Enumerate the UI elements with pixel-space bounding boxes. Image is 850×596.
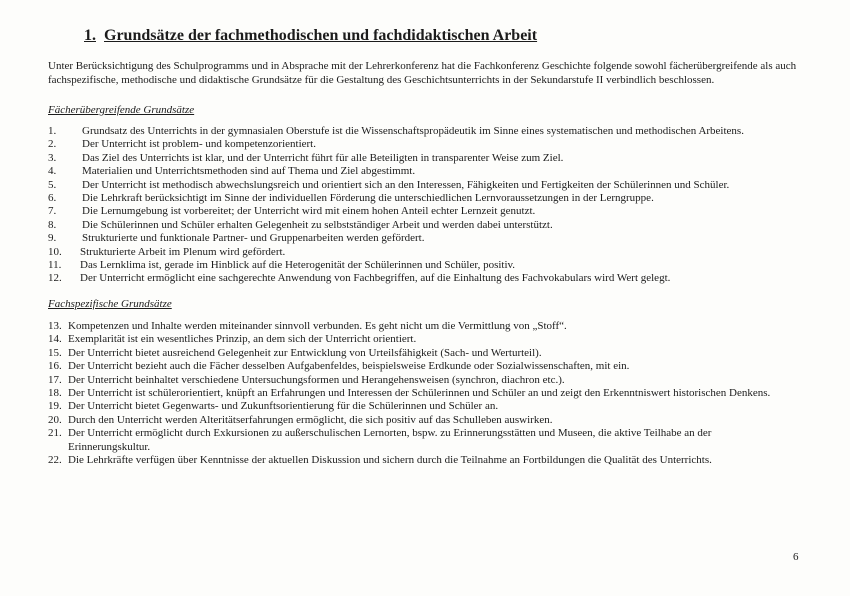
list-item	[48, 320, 818, 333]
item-text: Materialien und Unterrichtsmethoden sind auf Thema und Ziel abgestimmt.	[82, 165, 416, 178]
list-item	[48, 246, 818, 259]
item-text: Der Unterricht ermöglicht durch Exkursionen zu außerschulischen Lernorten, bspw. zu Erinnerungsstätten und Museen, die aktive Teilhabe an der	[68, 427, 712, 440]
list-item	[48, 360, 818, 373]
item-text: Der Unterricht ermöglicht eine sachgerechte Anwendung von Fachbegriffen, auf die Einhaltung des Fachvokabulars wird Wert gelegt.	[80, 272, 671, 285]
item-text: Der Unterricht ist problem- und kompetenzorientiert.	[82, 138, 316, 151]
item-text: Die Lernumgebung ist vorbereitet; der Unterricht wird mit einem hohen Anteil echter Lernzeit genutzt.	[82, 205, 536, 218]
item-number: 7.	[48, 205, 57, 218]
item-number: 20.	[48, 413, 62, 426]
item-number: 17.	[48, 373, 62, 386]
item-number: 10.	[48, 245, 62, 258]
item-number: 3.	[48, 151, 57, 164]
item-number: 5.	[48, 178, 57, 191]
list-item	[48, 400, 818, 413]
item-number: 16.	[48, 360, 62, 373]
item-text: Die Schülerinnen und Schüler erhalten Gelegenheit zu selbstständiger Arbeit und werden dabei unterstützt.	[82, 218, 553, 231]
section-heading-subject-specific: Fachspezifische Grundsätze	[48, 298, 172, 310]
item-number: 18.	[48, 387, 62, 400]
list-item	[48, 374, 818, 387]
item-number: 14.	[48, 333, 62, 346]
list-item	[48, 219, 818, 232]
list-item	[48, 179, 818, 192]
item-text: Der Unterricht bietet Gegenwarts- und Zukunftsorientierung für die Schülerinnen und Schüler an.	[68, 400, 499, 413]
item-text: Kompetenzen und Inhalte werden miteinander sinnvoll verbunden. Es geht nicht um die Vermittlung von „Stoff“.	[68, 320, 567, 332]
list-item	[48, 205, 818, 218]
item-text: Grundsatz des Unterrichts in der gymnasialen Oberstufe ist die Wissenschaftspropädeutik im Sinne eines systematischen und methodischen Arbeitens.	[82, 125, 744, 137]
section-heading-cross-subject: Fächerübergreifende Grundsätze	[48, 104, 195, 116]
item-text: Exemplarität ist ein wesentliches Prinzip, an dem sich der Unterricht orientiert.	[68, 333, 417, 346]
item-text: Durch den Unterricht werden Alteritätserfahrungen ermöglicht, die sich positiv auf das Schulleben auswirken.	[68, 413, 553, 426]
item-text: Der Unterricht ist schülerorientiert, knüpft an Erfahrungen und Interessen der Schülerinnen und Schüler an und zeigt den Erkenntniswert historischen Denkens.	[68, 387, 771, 400]
item-text: Der Unterricht beinhaltet verschiedene Untersuchungsformen und Herangehensweisen (synchron, diachron etc.).	[68, 373, 565, 386]
list-item	[48, 333, 818, 346]
heading-number: 1.	[84, 27, 96, 44]
page-number: 6	[793, 551, 799, 563]
subject-specific-principles-list	[48, 320, 818, 467]
list-item	[48, 192, 818, 205]
list-item	[48, 165, 818, 178]
item-number: 11.	[48, 259, 62, 272]
item-number: 2.	[48, 138, 57, 151]
list-item	[48, 454, 818, 467]
item-text: Der Unterricht bietet ausreichend Gelegenheit zur Entwicklung von Urteilsfähigkeit (Sach- und Werturteil).	[68, 346, 542, 359]
item-text: Der Unterricht ist methodisch abwechslungsreich und orientiert sich an den Interessen, Fähigkeiten und Fertigkeiten der Schülerinnen und Schüler.	[82, 178, 730, 191]
list-item	[48, 259, 818, 272]
intro-paragraph: Unter Berücksichtigung des Schulprogramms und in Absprache mit der Lehrerkonferenz hat die Fachkonferenz Geschichte folgende sowohl fächerübergreifende als auch fachspezifische, methodische und didaktische Grundsätze für die Gestaltung des Geschichtsunterrichts in der Sekundarstufe II verbindlich beschlossen.	[48, 60, 797, 86]
list-item	[48, 414, 818, 427]
item-number: 1.	[48, 125, 57, 137]
item-number: 8.	[48, 218, 57, 231]
item-text: Der Unterricht bezieht auch die Fächer desselben Aufgabenfeldes, beispielsweise Erdkunde oder Sozialwissenschaften, mit ein.	[68, 360, 630, 373]
heading-text: Grundsätze der fachmethodischen und fachdidaktischen Arbeit	[104, 27, 538, 44]
list-item	[48, 272, 818, 285]
item-text: Das Lernklima ist, gerade im Hinblick auf die Heterogenität der Schülerinnen und Schüler, positiv.	[80, 259, 516, 272]
list-item	[48, 387, 818, 400]
list-item	[48, 232, 818, 245]
item-number: 22.	[48, 454, 62, 467]
item-number: 9.	[48, 232, 57, 245]
item-text-continuation: Erinnerungskultur.	[68, 440, 151, 453]
item-number: 21.	[48, 427, 62, 440]
list-item	[48, 152, 818, 165]
item-text: Strukturierte Arbeit im Plenum wird gefördert.	[80, 245, 286, 258]
item-number: 19.	[48, 400, 62, 413]
cross-subject-principles-list	[48, 125, 818, 286]
list-item	[48, 347, 818, 360]
item-number: 12.	[48, 272, 62, 285]
page-title	[84, 27, 537, 45]
list-item	[48, 125, 818, 138]
list-item	[48, 138, 818, 151]
item-number: 6.	[48, 192, 57, 205]
item-text: Das Ziel des Unterrichts ist klar, und der Unterricht führt für alle Beteiligten in transparenter Weise zum Ziel.	[82, 151, 564, 164]
list-item	[48, 427, 818, 454]
item-number: 15.	[48, 346, 62, 359]
item-text: Die Lehrkraft berücksichtigt im Sinne der individuellen Förderung die unterschiedlichen Lernvoraussetzungen in der Lerngruppe.	[82, 192, 654, 205]
item-text: Die Lehrkräfte verfügen über Kenntnisse der aktuellen Diskussion und sichern durch die Teilnahme an Fortbildungen die Qualität des Unterrichts.	[68, 454, 712, 467]
item-text: Strukturierte und funktionale Partner- und Gruppenarbeiten werden gefördert.	[82, 232, 425, 245]
item-number: 4.	[48, 165, 57, 178]
item-number: 13.	[48, 320, 62, 332]
